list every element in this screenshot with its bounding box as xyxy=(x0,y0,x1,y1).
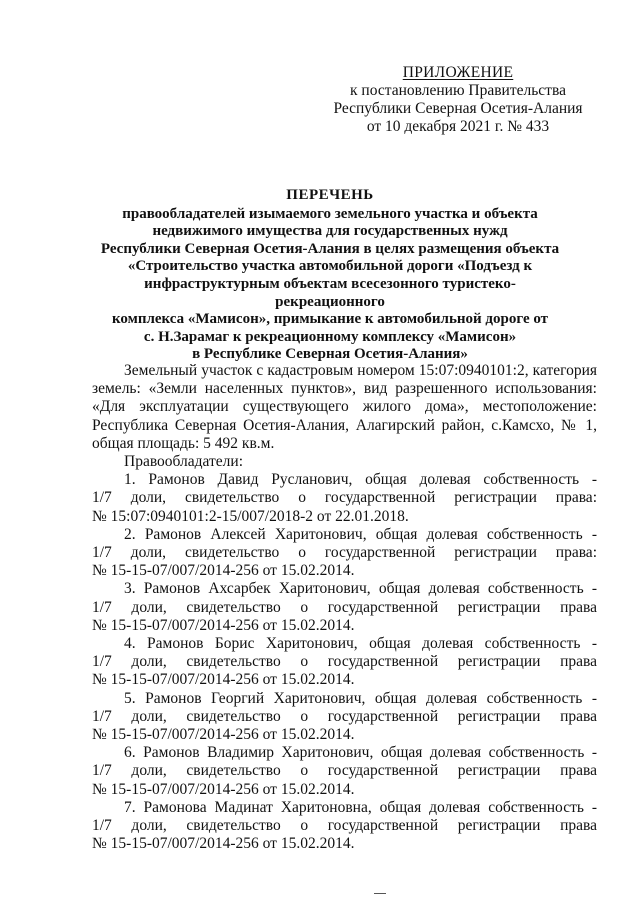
heading-line: в Республике Северная Осетия-Алания» xyxy=(192,346,468,363)
owner-entry xyxy=(92,526,597,581)
owner-name-line: 3. Рамонов Ахсарбек Харитонович, общая долевая собственность - xyxy=(124,580,597,598)
owner-share-line: 1/7 доли, свидетельство о государственной регистрации права xyxy=(92,707,597,725)
owner-name-line: 5. Рамонов Георгий Харитонович, общая долевая собственность - xyxy=(124,689,597,707)
owner-certificate-line: № 15-15-07/007/2014-256 от 15.02.2014. xyxy=(92,616,355,634)
owner-name-line: 4. Рамонов Борис Харитонович, общая долевая собственность - xyxy=(124,635,597,653)
owner-certificate-line: № 15-15-07/007/2014-256 от 15.02.2014. xyxy=(92,780,355,798)
parcel-description: Земельный участок с кадастровым номером 15:07:0940101:2, категория земель: «Земли населенных пунктов», вид разрешенного использования: «Для эксплуатации существующего жилого дома», местоположение: Республика Северная Осетия-Алания, Алагирский район, с.Камсхо, № 1, общая площадь: 5 492 кв.м. xyxy=(92,362,597,452)
owner-entry xyxy=(92,744,597,799)
owner-name-line: 7. Рамонова Мадинат Харитоновна, общая долевая собственность - xyxy=(124,798,597,816)
owner-share-line: 1/7 доли, свидетельство о государственной регистрации права xyxy=(92,762,597,780)
owner-certificate-line: № 15-15-07/007/2014-256 от 15.02.2014. xyxy=(92,671,355,689)
owner-share-line: 1/7 доли, свидетельство о государственной регистрации права xyxy=(92,653,597,671)
owner-name-line: 6. Рамонов Владимир Харитонович, общая долевая собственность - xyxy=(124,744,597,762)
heading-title: ПЕРЕЧЕНЬ xyxy=(286,187,374,203)
owner-share-line: 1/7 доли, свидетельство о государственной регистрации права: xyxy=(92,544,597,562)
owner-entry xyxy=(92,471,597,526)
owner-certificate-line: № 15:07:0940101:2-15/007/2018-2 от 22.01.2018. xyxy=(92,507,409,525)
heading-line: «Строительство участка автомобильной дороги «Подъезд к xyxy=(127,258,533,275)
appendix-line: к постановлению Правительства xyxy=(350,82,566,99)
owner-name-line: 2. Рамонов Алексей Харитонович, общая долевая собственность - xyxy=(124,525,597,543)
heading-line: правообладателей изымаемого земельного участка и объекта xyxy=(122,205,538,222)
heading-line: комплекса «Мамисон», примыкание к автомобильной дороге от xyxy=(111,311,549,328)
owners-label: Правообладатели: xyxy=(124,453,244,471)
appendix-line: от 10 декабря 2021 г. № 433 xyxy=(366,118,550,135)
appendix-title: ПРИЛОЖЕНИЕ xyxy=(402,64,514,81)
footer-mark xyxy=(374,893,386,894)
owner-name-line: 1. Рамонов Давид Русланович, общая долевая собственность - xyxy=(124,471,597,489)
owner-entry xyxy=(92,799,597,854)
owner-certificate-line: № 15-15-07/007/2014-256 от 15.02.2014. xyxy=(92,835,355,853)
heading-line: с. Н.Зарамаг к рекреационному комплексу «Мамисон» xyxy=(143,328,517,345)
owner-entry xyxy=(92,580,597,635)
appendix-line: Республики Северная Осетия-Алания xyxy=(333,100,583,117)
document-body xyxy=(92,362,597,853)
owner-entry xyxy=(92,690,597,745)
owner-certificate-line: № 15-15-07/007/2014-256 от 15.02.2014. xyxy=(92,562,355,580)
document-heading xyxy=(90,187,570,364)
owner-share-line: 1/7 доли, свидетельство о государственной регистрации права xyxy=(92,817,597,835)
owner-entry xyxy=(92,635,597,690)
appendix-block xyxy=(328,64,588,136)
heading-line: Республики Северная Осетия-Алания в целях размещения объекта xyxy=(100,240,560,257)
owner-share-line: 1/7 доли, свидетельство о государственной регистрации права xyxy=(92,598,597,616)
heading-line: недвижимого имущества для государственных нужд xyxy=(152,223,508,240)
heading-line: инфраструктурным объектам всесезонного туристеко-рекреационного xyxy=(144,275,516,310)
owner-share-line: 1/7 доли, свидетельство о государственной регистрации права: xyxy=(92,489,597,507)
owner-certificate-line: № 15-15-07/007/2014-256 от 15.02.2014. xyxy=(92,726,355,744)
